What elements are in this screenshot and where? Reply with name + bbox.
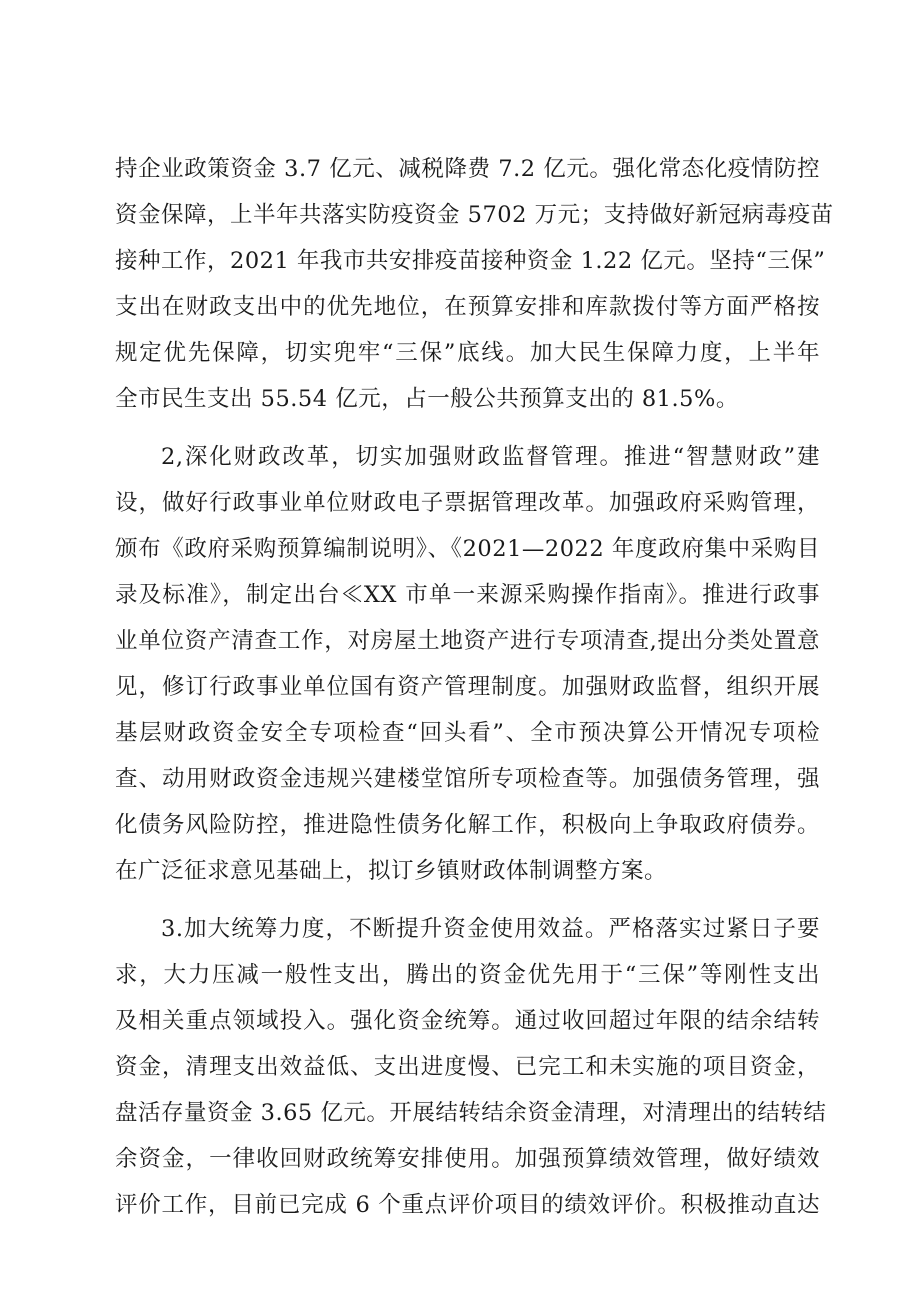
paragraph-line: 在广泛征求意见基础上，拟订乡镇财政体制调整方案。 xyxy=(115,858,668,884)
document-body xyxy=(115,146,834,1228)
paragraph-line: 设，做好行政事业单位财政电子票据管理改革。加强政府采购管理， xyxy=(115,490,820,516)
paragraph-line: 及相关重点领域投入。强化资金统筹。通过收回超过年限的结余结转 xyxy=(115,1008,820,1034)
paragraph-line: 3.加大统筹力度，不断提升资金使用效益。严格落实过紧日子要 xyxy=(161,916,820,942)
paragraph-line: 见，修订行政事业单位国有资产管理制度。加强财政监督，组织开展 xyxy=(115,674,820,700)
paragraph-line: 评价工作，目前已完成 6 个重点评价项目的绩效评价。积极推动直达 xyxy=(115,1192,820,1218)
paragraph-line: 化债务风险防控，推进隐性债务化解工作，积极向上争取政府债券。 xyxy=(115,812,820,838)
paragraph-line: 颁布《政府采购预算编制说明》、《2021—2022 年度政府集中采购目 xyxy=(115,536,820,562)
paragraph-line: 支出在财政支出中的优先地位，在预算安排和库款拨付等方面严格按 xyxy=(115,294,820,320)
paragraph-line: 资金，清理支出效益低、支出进度慢、已完工和未实施的项目资金， xyxy=(115,1054,820,1080)
paragraph-2 xyxy=(115,434,820,894)
paragraph-line: 录及标准》，制定出台≪XX 市单一来源采购操作指南》。推进行政事 xyxy=(115,582,820,608)
paragraph-1 xyxy=(115,146,834,422)
paragraph-3 xyxy=(115,906,827,1228)
paragraph-line: 规定优先保障，切实兜牢“三保”底线。加大民生保障力度，上半年 xyxy=(115,340,820,366)
paragraph-line: 持企业政策资金 3.7 亿元、减税降费 7.2 亿元。强化常态化疫情防控 xyxy=(115,156,820,182)
paragraph-line: 全市民生支出 55.54 亿元，占一般公共预算支出的 81.5%。 xyxy=(115,386,739,412)
paragraph-line: 盘活存量资金 3.65 亿元。开展结转结余资金清理，对清理出的结转结 xyxy=(115,1100,827,1126)
paragraph-line: 资金保障，上半年共落实防疫资金 5702 万元；支持做好新冠病毒疫苗 xyxy=(115,202,834,228)
paragraph-line: 求，大力压减一般性支出，腾出的资金优先用于“三保”等刚性支出 xyxy=(115,962,820,988)
paragraph-line: 查、动用财政资金违规兴建楼堂馆所专项检查等。加强债务管理，强 xyxy=(115,766,820,792)
paragraph-line: 业单位资产清查工作，对房屋土地资产进行专项清查,提出分类处置意 xyxy=(115,628,820,654)
paragraph-line: 2,深化财政改革，切实加强财政监督管理。推进“智慧财政”建 xyxy=(161,444,820,470)
paragraph-line: 接种工作，2021 年我市共安排疫苗接种资金 1.22 亿元。坚持“三保” xyxy=(115,248,826,274)
paragraph-line: 余资金，一律收回财政统筹安排使用。加强预算绩效管理，做好绩效 xyxy=(115,1146,820,1172)
paragraph-line: 基层财政资金安全专项检查“回头看”、全市预决算公开情况专项检 xyxy=(115,720,820,746)
